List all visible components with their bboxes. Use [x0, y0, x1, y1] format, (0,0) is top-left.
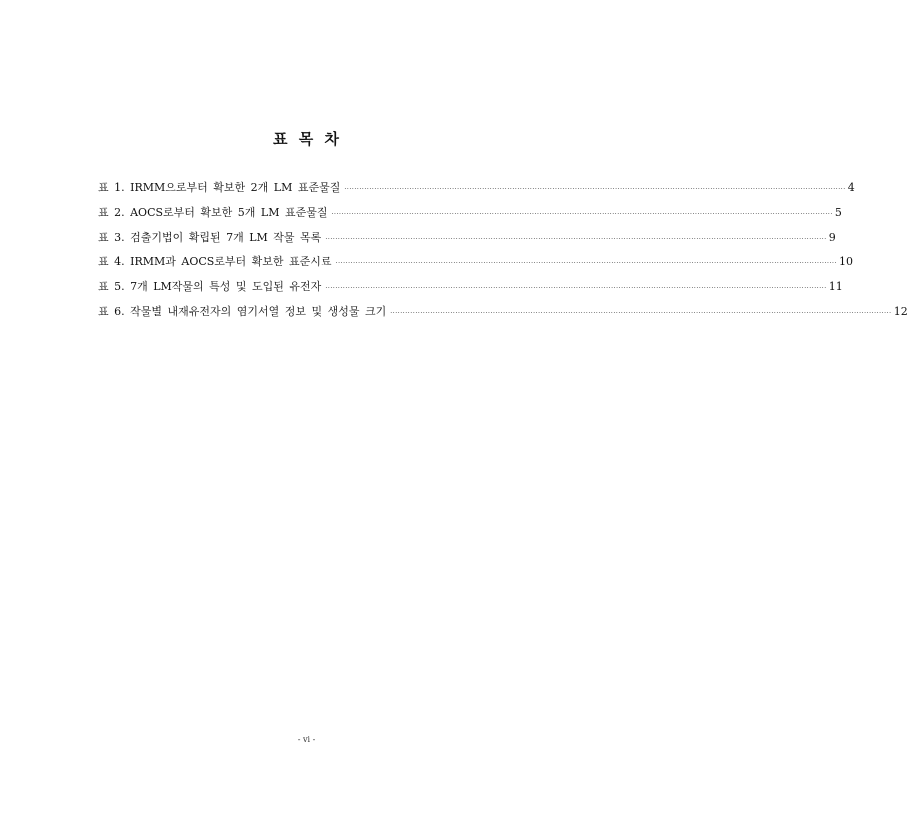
dot-leader: ········································································································································································································: [344, 186, 846, 193]
toc-entry-page: 4: [847, 181, 855, 194]
toc-entry-label: 표 5. 7개 LM작물의 특성 및 도입된 유전자: [98, 280, 322, 294]
toc-entry-3[interactable]: [98, 229, 836, 254]
page-number: - vi -: [297, 735, 316, 744]
toc-entry-label: 표 4. IRMM과 AOCS로부터 확보한 표준시료: [98, 255, 332, 269]
toc-entry-6[interactable]: [98, 303, 908, 328]
toc-entry-page: 9: [828, 230, 836, 244]
toc-entry-4[interactable]: [98, 253, 854, 278]
dot-leader: ········································································································································································································: [331, 210, 833, 218]
dot-leader: ········································································································································································································: [325, 235, 827, 243]
page-title: 표 목 차: [273, 130, 340, 148]
table-of-contents: [98, 179, 908, 328]
toc-entry-page: 12: [893, 304, 908, 318]
toc-entry-label: 표 1. IRMM으로부터 확보한 2개 LM 표준물질: [98, 181, 341, 194]
dot-leader: ········································································································································································································: [325, 285, 827, 293]
toc-entry-page: 11: [828, 280, 843, 294]
toc-entry-5[interactable]: [98, 278, 843, 303]
toc-entry-1[interactable]: [98, 179, 855, 204]
toc-entry-label: 표 3. 검출기법이 확립된 7개 LM 작물 목록: [98, 230, 322, 244]
dot-leader: ········································································································································································································: [335, 260, 838, 268]
toc-entry-label: 표 6. 작물별 내재유전자의 염기서열 정보 및 생성물 크기: [98, 304, 387, 318]
toc-entry-label: 표 2. AOCS로부터 확보한 5개 LM 표준물질: [98, 205, 328, 219]
dot-leader: ········································································································································································································: [390, 309, 892, 317]
toc-entry-2[interactable]: [98, 204, 842, 229]
toc-entry-page: 5: [834, 205, 842, 219]
toc-entry-page: 10: [839, 255, 854, 269]
